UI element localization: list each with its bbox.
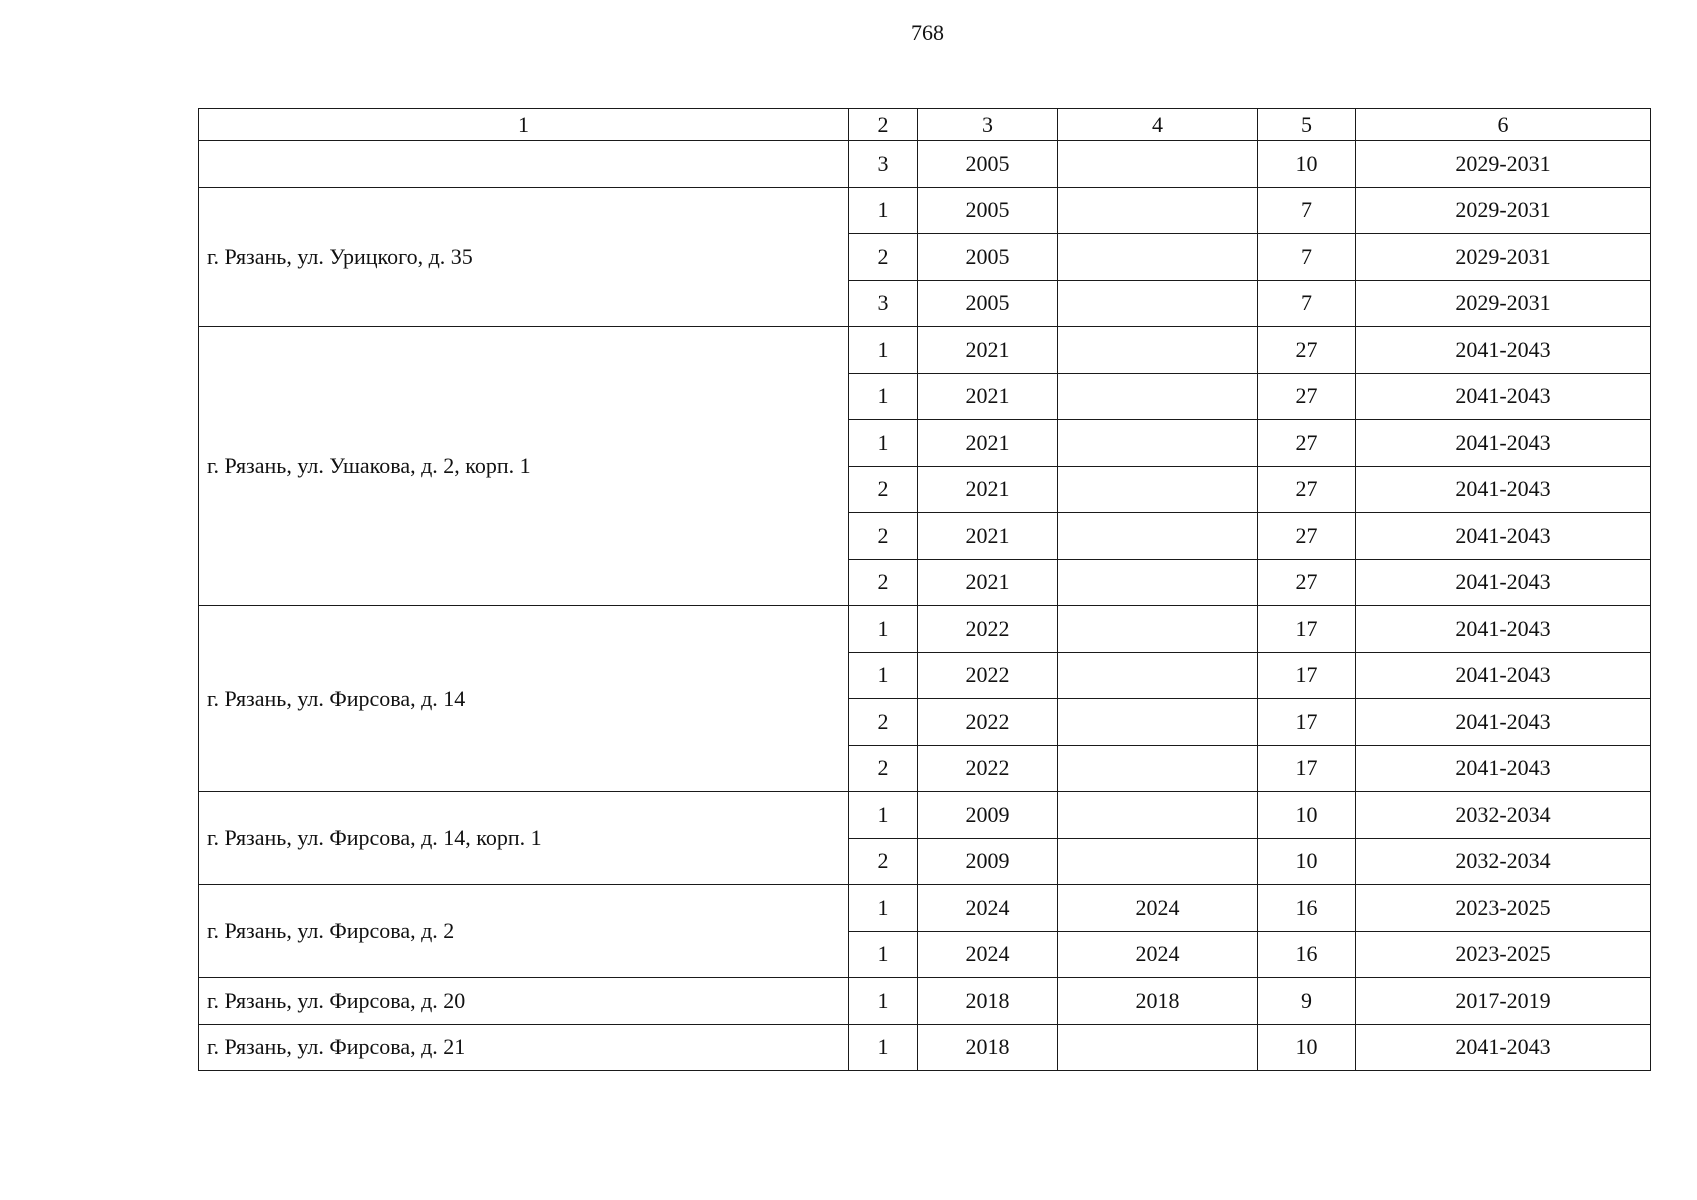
col3-cell: 2024 — [918, 885, 1058, 932]
col5-cell: 27 — [1258, 513, 1356, 560]
table-body — [199, 141, 1651, 1071]
col5-cell: 9 — [1258, 978, 1356, 1025]
col2-cell: 1 — [849, 931, 918, 978]
col2-cell: 3 — [849, 141, 918, 188]
table-row — [199, 327, 1651, 374]
col2-cell: 2 — [849, 699, 918, 746]
data-table — [198, 108, 1651, 1071]
col6-cell: 2029-2031 — [1356, 187, 1651, 234]
table-row — [199, 141, 1651, 188]
col3-cell: 2021 — [918, 466, 1058, 513]
header-cell: 3 — [918, 109, 1058, 141]
col6-cell: 2017-2019 — [1356, 978, 1651, 1025]
col4-cell — [1058, 513, 1258, 560]
col2-cell: 3 — [849, 280, 918, 327]
header-cell: 4 — [1058, 109, 1258, 141]
col6-cell: 2041-2043 — [1356, 513, 1651, 560]
col3-cell: 2021 — [918, 373, 1058, 420]
address-cell: г. Рязань, ул. Фирсова, д. 14, корп. 1 — [199, 792, 849, 885]
col3-cell: 2022 — [918, 745, 1058, 792]
col4-cell — [1058, 234, 1258, 281]
col3-cell: 2021 — [918, 327, 1058, 374]
address-cell: г. Рязань, ул. Урицкого, д. 35 — [199, 187, 849, 327]
col2-cell: 1 — [849, 792, 918, 839]
col6-cell: 2041-2043 — [1356, 652, 1651, 699]
col6-cell: 2029-2031 — [1356, 234, 1651, 281]
col2-cell: 1 — [849, 187, 918, 234]
col5-cell: 27 — [1258, 373, 1356, 420]
col4-cell — [1058, 652, 1258, 699]
header-cell: 2 — [849, 109, 918, 141]
col5-cell: 7 — [1258, 280, 1356, 327]
col3-cell: 2024 — [918, 931, 1058, 978]
col4-cell — [1058, 373, 1258, 420]
address-cell: г. Рязань, ул. Фирсова, д. 14 — [199, 606, 849, 792]
table-row — [199, 792, 1651, 839]
col5-cell: 17 — [1258, 606, 1356, 653]
col4-cell — [1058, 280, 1258, 327]
col4-cell: 2024 — [1058, 931, 1258, 978]
col4-cell: 2018 — [1058, 978, 1258, 1025]
col3-cell: 2022 — [918, 606, 1058, 653]
address-cell: г. Рязань, ул. Ушакова, д. 2, корп. 1 — [199, 327, 849, 606]
col5-cell: 7 — [1258, 187, 1356, 234]
address-cell: г. Рязань, ул. Фирсова, д. 2 — [199, 885, 849, 978]
col3-cell: 2021 — [918, 513, 1058, 560]
col2-cell: 2 — [849, 559, 918, 606]
col2-cell: 1 — [849, 885, 918, 932]
col5-cell: 10 — [1258, 1024, 1356, 1071]
address-cell: г. Рязань, ул. Фирсова, д. 20 — [199, 978, 849, 1025]
col5-cell: 27 — [1258, 327, 1356, 374]
col5-cell: 17 — [1258, 652, 1356, 699]
col5-cell: 16 — [1258, 931, 1356, 978]
col3-cell: 2009 — [918, 838, 1058, 885]
col2-cell: 1 — [849, 420, 918, 467]
col6-cell: 2041-2043 — [1356, 606, 1651, 653]
header-cell: 5 — [1258, 109, 1356, 141]
col5-cell: 10 — [1258, 838, 1356, 885]
col3-cell: 2021 — [918, 559, 1058, 606]
col2-cell: 2 — [849, 234, 918, 281]
col6-cell: 2023-2025 — [1356, 885, 1651, 932]
col5-cell: 17 — [1258, 699, 1356, 746]
col4-cell — [1058, 699, 1258, 746]
col6-cell: 2041-2043 — [1356, 699, 1651, 746]
col2-cell: 2 — [849, 513, 918, 560]
col6-cell: 2041-2043 — [1356, 745, 1651, 792]
page-number: 768 — [911, 20, 944, 45]
header-cell: 1 — [199, 109, 849, 141]
table-row — [199, 187, 1651, 234]
col5-cell: 7 — [1258, 234, 1356, 281]
col4-cell — [1058, 466, 1258, 513]
col3-cell: 2005 — [918, 280, 1058, 327]
col3-cell: 2005 — [918, 234, 1058, 281]
col2-cell: 1 — [849, 1024, 918, 1071]
col6-cell: 2041-2043 — [1356, 559, 1651, 606]
col4-cell — [1058, 559, 1258, 606]
col6-cell: 2041-2043 — [1356, 420, 1651, 467]
col6-cell: 2029-2031 — [1356, 280, 1651, 327]
col2-cell: 2 — [849, 466, 918, 513]
col6-cell: 2041-2043 — [1356, 327, 1651, 374]
col6-cell: 2029-2031 — [1356, 141, 1651, 188]
col6-cell: 2032-2034 — [1356, 838, 1651, 885]
table-row — [199, 978, 1651, 1025]
col6-cell: 2032-2034 — [1356, 792, 1651, 839]
col5-cell: 16 — [1258, 885, 1356, 932]
col2-cell: 1 — [849, 978, 918, 1025]
col3-cell: 2018 — [918, 978, 1058, 1025]
table-row — [199, 606, 1651, 653]
header-cell: 6 — [1356, 109, 1651, 141]
col4-cell — [1058, 792, 1258, 839]
col4-cell — [1058, 327, 1258, 374]
col6-cell: 2023-2025 — [1356, 931, 1651, 978]
col4-cell — [1058, 1024, 1258, 1071]
col3-cell: 2021 — [918, 420, 1058, 467]
col2-cell: 1 — [849, 327, 918, 374]
address-cell: г. Рязань, ул. Фирсова, д. 21 — [199, 1024, 849, 1071]
col3-cell: 2018 — [918, 1024, 1058, 1071]
col4-cell — [1058, 141, 1258, 188]
col2-cell: 1 — [849, 652, 918, 699]
col4-cell — [1058, 838, 1258, 885]
col4-cell: 2024 — [1058, 885, 1258, 932]
col3-cell: 2022 — [918, 699, 1058, 746]
col3-cell: 2009 — [918, 792, 1058, 839]
address-cell — [199, 141, 849, 188]
col5-cell: 10 — [1258, 792, 1356, 839]
col4-cell — [1058, 745, 1258, 792]
col5-cell: 17 — [1258, 745, 1356, 792]
header-row — [199, 109, 1651, 141]
table-row — [199, 885, 1651, 932]
col3-cell: 2005 — [918, 141, 1058, 188]
table-row — [199, 1024, 1651, 1071]
col6-cell: 2041-2043 — [1356, 373, 1651, 420]
col5-cell: 10 — [1258, 141, 1356, 188]
col5-cell: 27 — [1258, 466, 1356, 513]
col5-cell: 27 — [1258, 559, 1356, 606]
col5-cell: 27 — [1258, 420, 1356, 467]
col6-cell: 2041-2043 — [1356, 466, 1651, 513]
col4-cell — [1058, 420, 1258, 467]
col6-cell: 2041-2043 — [1356, 1024, 1651, 1071]
col4-cell — [1058, 606, 1258, 653]
col3-cell: 2022 — [918, 652, 1058, 699]
col2-cell: 2 — [849, 838, 918, 885]
col4-cell — [1058, 187, 1258, 234]
col2-cell: 1 — [849, 606, 918, 653]
col2-cell: 2 — [849, 745, 918, 792]
col2-cell: 1 — [849, 373, 918, 420]
col3-cell: 2005 — [918, 187, 1058, 234]
